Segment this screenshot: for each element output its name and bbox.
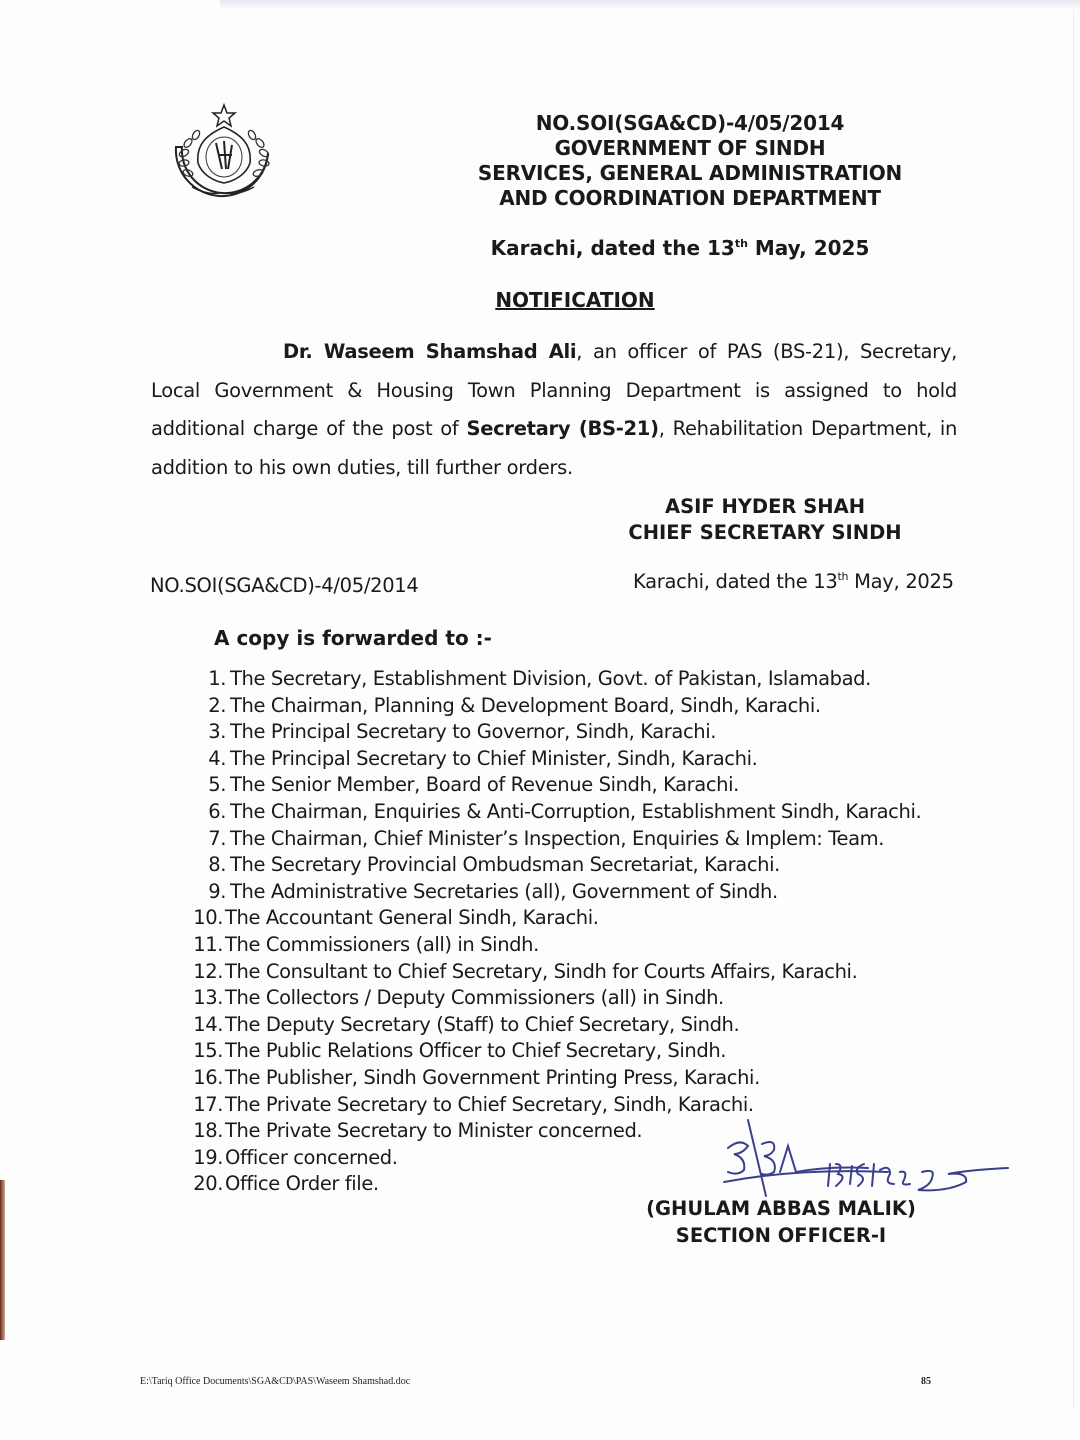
officer-name: Dr. Waseem Shamshad Ali bbox=[283, 340, 577, 363]
header-department-line1: SERVICES, GENERAL ADMINISTRATION bbox=[477, 161, 903, 185]
recipient-item bbox=[190, 772, 921, 799]
recipient-item bbox=[190, 852, 921, 879]
section-officer-block bbox=[636, 1195, 926, 1249]
recipient-text: The Principal Secretary to Governor, Sindh, Karachi. bbox=[230, 720, 717, 744]
recipient-number: 20. bbox=[193, 1172, 223, 1196]
recipient-text: Officer concerned. bbox=[225, 1145, 398, 1169]
recipient-number: 10. bbox=[193, 906, 223, 930]
recipient-number: 17. bbox=[193, 1092, 223, 1116]
recipient-text: The Secretary Provincial Ombudsman Secretariat, Karachi. bbox=[230, 853, 780, 877]
recipient-text: Office Order file. bbox=[225, 1172, 379, 1196]
recipient-number: 4. bbox=[208, 746, 226, 770]
star-icon bbox=[213, 105, 235, 126]
scan-edge-right bbox=[1073, 10, 1074, 1410]
section-officer-name: (GHULAM ABBAS MALIK) bbox=[646, 1197, 916, 1220]
recipient-item bbox=[190, 1171, 921, 1198]
recipient-number: 19. bbox=[193, 1145, 223, 1169]
recipient-text: The Secretary, Establishment Division, Govt. of Pakistan, Islamabad. bbox=[230, 667, 871, 690]
recipient-text: The Consultant to Chief Secretary, Sindh for Courts Affairs, Karachi. bbox=[225, 959, 858, 983]
recipient-text: The Public Relations Officer to Chief Secretary, Sindh. bbox=[225, 1039, 727, 1063]
signatory-name: ASIF HYDER SHAH bbox=[664, 495, 866, 518]
recipient-item bbox=[190, 1012, 921, 1039]
recipient-item bbox=[190, 932, 921, 959]
recipient-number: 3. bbox=[208, 720, 226, 744]
recipient-number: 11. bbox=[193, 932, 223, 956]
recipient-item bbox=[190, 719, 921, 746]
recipient-text: The Deputy Secretary (Staff) to Chief Secretary, Sindh. bbox=[225, 1012, 740, 1036]
date-ordinal: th bbox=[837, 570, 849, 583]
header-department-line2: AND COORDINATION DEPARTMENT bbox=[499, 186, 881, 210]
recipient-number: 9. bbox=[208, 879, 226, 903]
footer-page-number: 85 bbox=[921, 1376, 931, 1387]
recipient-number: 13. bbox=[193, 986, 223, 1010]
recipient-item bbox=[190, 905, 921, 932]
scan-edge-top bbox=[220, 0, 1080, 10]
forwarded-heading: A copy is forwarded to :- bbox=[214, 626, 492, 650]
header-ref-number: NO.SOI(SGA&CD)-4/05/2014 bbox=[535, 111, 845, 135]
recipient-text: The Senior Member, Board of Revenue Sindh, Karachi. bbox=[230, 773, 739, 797]
recipient-item bbox=[190, 799, 921, 826]
recipient-text: The Collectors / Deputy Commissioners (all) in Sindh. bbox=[225, 986, 724, 1010]
recipient-item bbox=[190, 1065, 921, 1092]
recipient-text: The Administrative Secretaries (all), Government of Sindh. bbox=[230, 879, 778, 903]
recipient-item bbox=[190, 826, 921, 853]
recipient-text: The Private Secretary to Chief Secretary, Sindh, Karachi. bbox=[225, 1092, 754, 1116]
recipients-list bbox=[190, 666, 921, 1198]
recipient-number: 1. bbox=[208, 667, 226, 690]
recipient-number: 6. bbox=[208, 799, 226, 823]
notification-body bbox=[151, 333, 957, 488]
recipient-number: 16. bbox=[193, 1065, 223, 1089]
recipient-number: 15. bbox=[193, 1039, 223, 1063]
letterhead bbox=[440, 111, 940, 211]
recipient-number: 7. bbox=[208, 826, 226, 850]
endorsement-date bbox=[633, 570, 954, 593]
recipient-number: 18. bbox=[193, 1119, 223, 1143]
footer-file-path: E:\Tariq Office Documents\SGA&CD\PAS\Waseem Shamshad.doc bbox=[140, 1376, 411, 1387]
body-part2: , Rehabilitation Department, in addition to his own duties, till further orders. bbox=[151, 417, 958, 480]
header-date bbox=[460, 236, 900, 260]
recipient-item bbox=[190, 693, 921, 720]
date-prefix: Karachi, dated the 13 bbox=[490, 236, 735, 260]
date-ordinal: th bbox=[734, 237, 748, 250]
recipient-text: The Publisher, Sindh Government Printing Press, Karachi. bbox=[225, 1065, 760, 1089]
recipient-item bbox=[190, 879, 921, 906]
recipient-text: The Private Secretary to Minister concerned. bbox=[225, 1119, 643, 1143]
recipient-number: 5. bbox=[208, 773, 226, 797]
signatory-title: CHIEF SECRETARY SINDH bbox=[628, 521, 902, 544]
recipient-item bbox=[190, 1145, 921, 1172]
recipient-text: The Principal Secretary to Chief Minister, Sindh, Karachi. bbox=[230, 746, 758, 770]
recipient-number: 12. bbox=[193, 959, 223, 983]
recipient-number: 8. bbox=[208, 853, 226, 877]
chief-secretary-block bbox=[600, 494, 930, 546]
recipient-item bbox=[190, 666, 921, 693]
recipient-item bbox=[190, 959, 921, 986]
recipient-text: The Accountant General Sindh, Karachi. bbox=[225, 906, 599, 930]
recipient-item bbox=[190, 746, 921, 773]
government-seal-icon bbox=[166, 103, 272, 207]
recipient-text: The Chairman, Chief Minister’s Inspection, Enquiries & Implem: Team. bbox=[230, 826, 885, 850]
body-part1: , an officer of PAS (BS-21), Secretary, Local Government & Housing Town Planning Department is assigned to hold additional charge of the post of bbox=[151, 340, 957, 441]
recipient-item bbox=[190, 1118, 921, 1145]
recipient-number: 14. bbox=[193, 1012, 223, 1036]
notification-title: NOTIFICATION bbox=[495, 288, 655, 312]
assigned-post: Secretary (BS-21) bbox=[466, 417, 659, 441]
section-officer-title: SECTION OFFICER-I bbox=[675, 1224, 887, 1247]
scan-edge-left bbox=[0, 1180, 5, 1340]
date-rest: May, 2025 bbox=[848, 570, 954, 593]
recipient-item bbox=[190, 985, 921, 1012]
header-government: GOVERNMENT OF SINDH bbox=[554, 136, 826, 160]
recipient-number: 2. bbox=[208, 693, 226, 717]
recipient-item bbox=[190, 1092, 921, 1119]
recipient-item bbox=[190, 1038, 921, 1065]
recipient-text: The Commissioners (all) in Sindh. bbox=[225, 932, 539, 956]
recipient-text: The Chairman, Planning & Development Board, Sindh, Karachi. bbox=[230, 693, 821, 717]
date-prefix: Karachi, dated the 13 bbox=[633, 570, 838, 593]
recipient-text: The Chairman, Enquiries & Anti-Corruption, Establishment Sindh, Karachi. bbox=[230, 799, 922, 823]
date-rest: May, 2025 bbox=[747, 236, 870, 260]
endorsement-ref-number: NO.SOI(SGA&CD)-4/05/2014 bbox=[150, 574, 419, 597]
